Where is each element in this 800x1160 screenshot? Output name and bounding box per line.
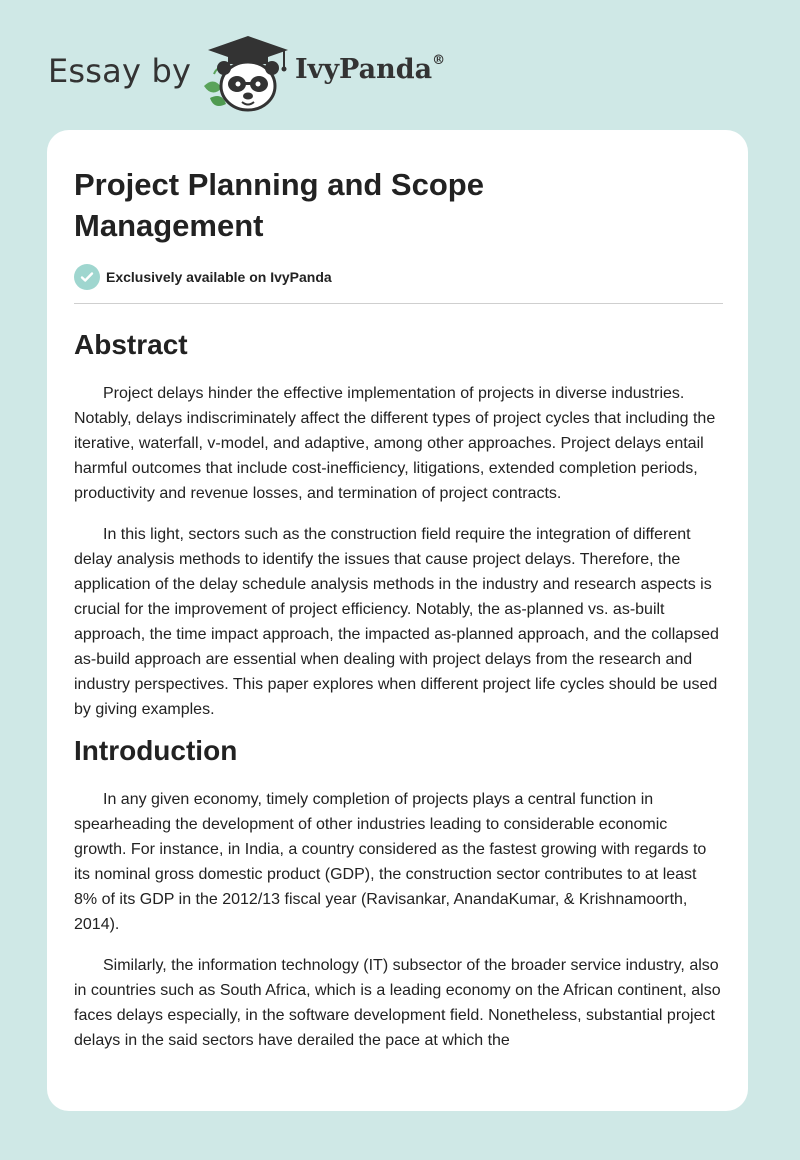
site-header [48, 30, 508, 110]
section-heading-introduction: Introduction [74, 735, 238, 766]
paragraph: Similarly, the information technology (IT) subsector of the broader service industry, also in countries such as South Africa, which is a leading economy on the African continent, also faces delays especially, in the software development field. Nonetheless, substantial project delays in the said sectors have derailed the pace at which the [74, 957, 721, 1049]
content-card [47, 130, 748, 1111]
paragraph: In any given economy, timely completion of projects plays a central function in spearheading the development of other industries leading to considerable economic growth. For instance, in India, a country considered as the fastest growing with regards to its nominal gross domestic product (GDP), the construction sector contributes to at least 8% of its GDP in the 2012/13 fiscal year (Ravisankar, AnandaKumar, & Krishnamoorth, 2014). [74, 791, 707, 933]
essay-by-label: Essay by [48, 52, 192, 90]
page-title: Project Planning and Scope Management [74, 167, 484, 243]
paragraph: In this light, sectors such as the construction field require the integration of different delay analysis methods to identify the issues that cause project delays. Therefore, the application of the delay schedule analysis methods in the industry and research aspects is crucial for the improvement of project efficiency. Notably, the as-planned vs. as-built approach, the time impact approach, the impacted as-planned approach, and the collapsed as-build approach are essential when dealing with project delays from the research and industry perspectives. This paper explores when different project life cycles should be used by giving examples. [74, 526, 719, 718]
section-heading-abstract: Abstract [74, 329, 188, 360]
badge-label: Exclusively available on IvyPanda [106, 269, 332, 285]
brand-logo-text[interactable]: IvyPanda® [295, 53, 446, 85]
panda-graduate-icon[interactable] [200, 34, 296, 112]
check-circle-icon [74, 264, 100, 290]
article-body [74, 164, 724, 1053]
divider [74, 303, 723, 304]
paragraph: Project delays hinder the effective implementation of projects in diverse industries. Notably, delays indiscriminately affect the different types of project cycles that including the iterative, waterfall, v-model, and adaptive, among other approaches. Project delays entail harmful outcomes that include cost-inefficiency, litigations, extended completion periods, productivity and revenue losses, and termination of project contracts. [74, 385, 716, 502]
exclusive-badge [74, 264, 724, 290]
